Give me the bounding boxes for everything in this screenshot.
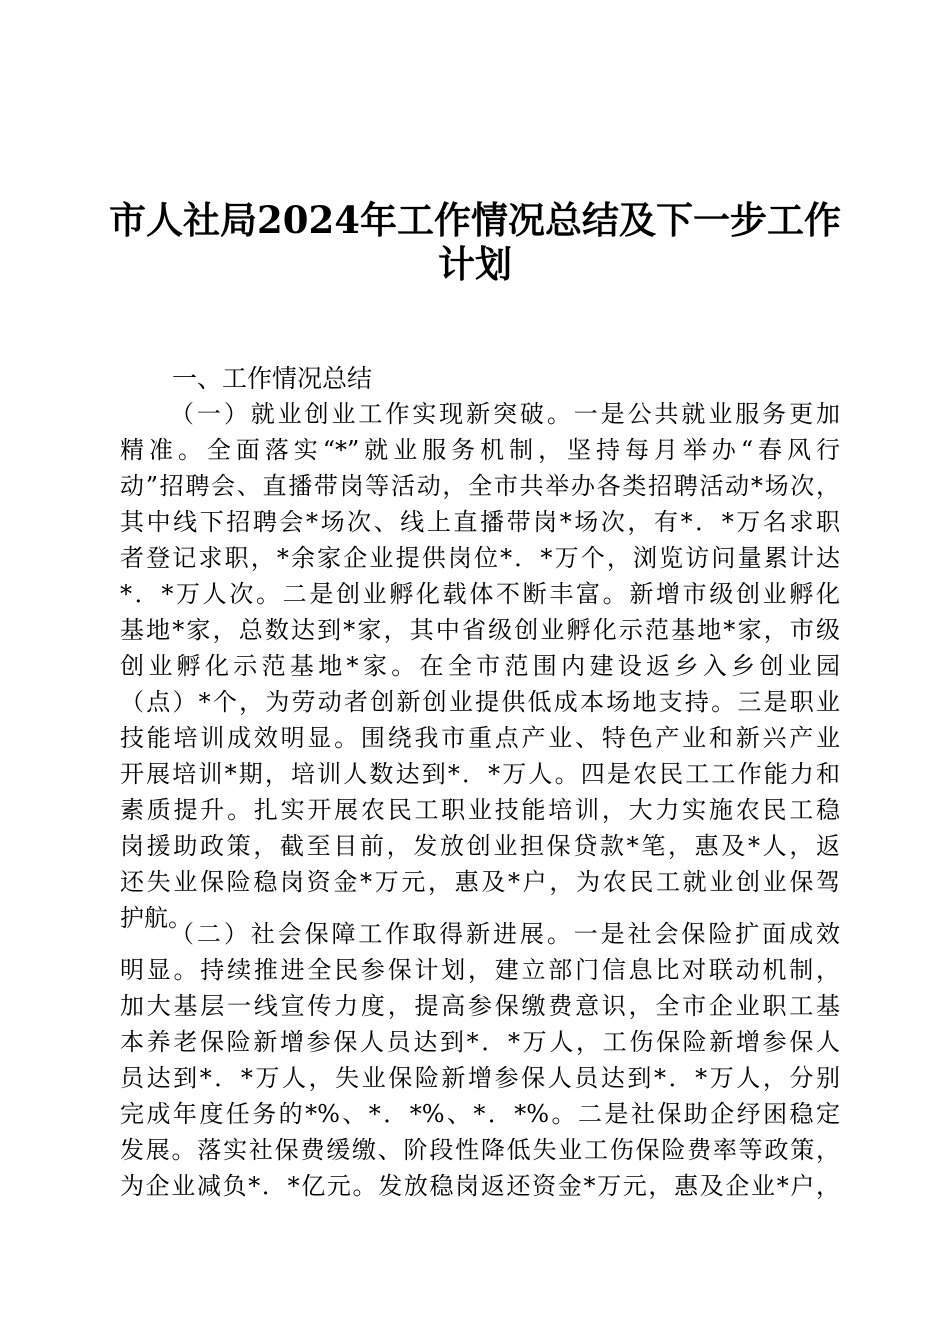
document-title-line-2: 计划 (438, 242, 512, 286)
paragraph-line: 员达到*．*万人，失业保险新增参保人员达到*．*万人，分别 (120, 1064, 840, 1092)
paragraph-line: 本养老保险新增参保人员达到*．*万人，工伤保险新增参保人 (120, 1028, 840, 1056)
paragraph-line: 技能培训成效明显。围绕我市重点产业、特色产业和新兴产业 (120, 724, 840, 752)
paragraph-line: （一）就业创业工作实现新突破。一是公共就业服务更加 (170, 400, 840, 428)
paragraph-line: 精准。全面落实“*”就业服务机制，坚持每月举办“春风行 (120, 436, 840, 464)
paragraph-line: 发展。落实社保费缓缴、阶段性降低失业工伤保险费率等政策， (120, 1136, 840, 1164)
paragraph-line: 者登记求职，*余家企业提供岗位*．*万个，浏览访问量累计达 (120, 544, 840, 572)
document-title-line-1: 市人社局2024年工作情况总结及下一步工作 (109, 198, 841, 242)
paragraph-line: 基地*家，总数达到*家，其中省级创业孵化示范基地*家，市级 (120, 616, 840, 644)
paragraph-line: （二）社会保障工作取得新进展。一是社会保险扩面成效 (170, 920, 840, 948)
paragraph-line: 其中线下招聘会*场次、线上直播带岗*场次，有*．*万名求职 (120, 508, 840, 536)
paragraph-line: 创业孵化示范基地*家。在全市范围内建设返乡入乡创业园 (120, 652, 840, 680)
paragraph-line: 加大基层一线宣传力度，提高参保缴费意识，全市企业职工基 (120, 992, 840, 1020)
paragraph-line: 动”招聘会、直播带岗等活动，全市共举办各类招聘活动*场次， (120, 472, 840, 500)
paragraph-line: 岗援助政策，截至目前，发放创业担保贷款*笔，惠及*人，返 (120, 832, 840, 860)
paragraph-line: 明显。持续推进全民参保计划，建立部门信息比对联动机制， (120, 956, 840, 984)
paragraph-line: 素质提升。扎实开展农民工职业技能培训，大力实施农民工稳 (120, 796, 840, 824)
paragraph-line: 还失业保险稳岗资金*万元，惠及*户，为农民工就业创业保驾 (120, 868, 840, 896)
paragraph-line: 完成年度任务的*%、*．*%、*．*%。二是社保助企纾困稳定 (120, 1100, 840, 1128)
paragraph-social-security (120, 916, 840, 1204)
paragraph-line: （点）*个，为劳动者创新创业提供低成本场地支持。三是职业 (120, 688, 840, 716)
paragraph-line: 为企业减负*．*亿元。发放稳岗返还资金*万元，惠及企业*户， (120, 1172, 840, 1200)
paragraph-line: 护航。 (120, 904, 192, 932)
paragraph-line: *．*万人次。二是创业孵化载体不断丰富。新增市级创业孵化 (120, 580, 840, 608)
paragraph-line: 开展培训*期，培训人数达到*．*万人。四是农民工工作能力和 (120, 760, 840, 788)
paragraph-employment (120, 396, 840, 936)
section-heading: 一、工作情况总结 (172, 364, 373, 393)
